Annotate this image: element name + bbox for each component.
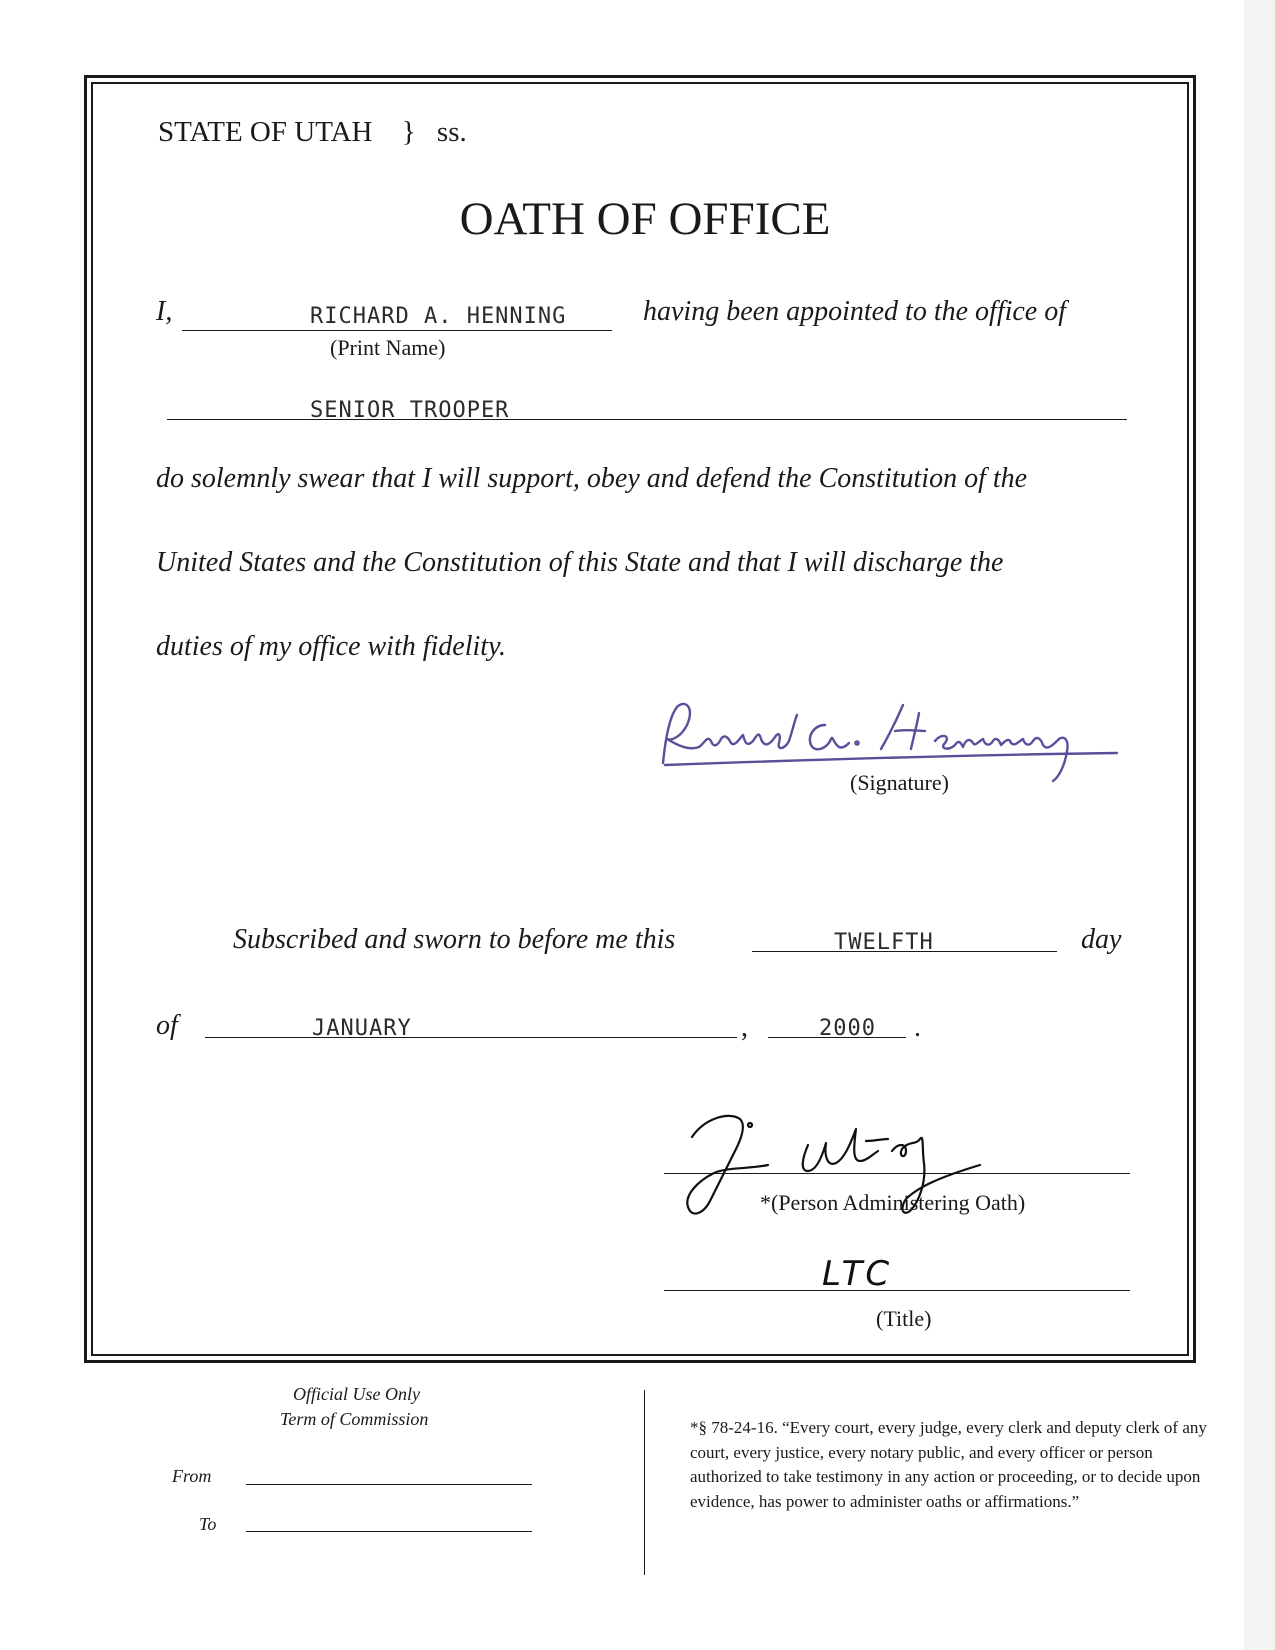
print-name-line: [182, 330, 612, 331]
month-value: JANUARY: [312, 1016, 412, 1041]
office-name: SENIOR TROOPER: [310, 398, 510, 423]
venue-state: STATE OF UTAH: [158, 116, 373, 148]
oath-line-1: do solemnly swear that I will support, obey and defend the Constitution of the: [156, 463, 1028, 494]
date-comma: ,: [741, 1012, 748, 1043]
date-period: .: [914, 1012, 921, 1043]
of-word: of: [156, 1010, 178, 1041]
day-word: day: [1081, 924, 1122, 955]
day-value: TWELFTH: [834, 930, 934, 955]
sworn-text: Subscribed and sworn to before me this: [233, 924, 676, 955]
print-name-caption: (Print Name): [330, 335, 446, 360]
appointed-text: having been appointed to the office of: [643, 296, 1067, 327]
footer-divider: [644, 1390, 645, 1575]
from-label: From: [172, 1466, 212, 1486]
venue-ss: ss.: [436, 116, 467, 148]
official-use-heading: Official Use Only: [293, 1384, 420, 1404]
to-field-line: [246, 1531, 532, 1532]
document-title: OATH OF OFFICE: [459, 193, 831, 245]
official-use-subheading: Term of Commission: [280, 1409, 429, 1429]
title-caption: (Title): [876, 1306, 932, 1331]
month-line: [205, 1037, 737, 1038]
oath-pronoun: I,: [156, 296, 173, 327]
venue-brace: }: [401, 116, 416, 148]
printed-name: RICHARD A. HENNING: [310, 304, 567, 329]
title-value: LTC: [822, 1254, 893, 1294]
to-label: To: [199, 1514, 217, 1534]
signature-caption: (Signature): [850, 770, 949, 795]
administrator-caption: *(Person Administering Oath): [760, 1190, 1026, 1215]
title-line: [664, 1290, 1130, 1291]
statute-footnote: *§ 78-24-16. “Every court, every judge, every clerk and deputy clerk of any court, every justice, every notary public, and every officer or person authorized to take testimony in any action or proceeding, or to decide upon evidence, has power to administer oaths or affirmations.”: [690, 1418, 1207, 1511]
page-edge-shadow: [1244, 0, 1275, 1650]
venue-line: [158, 116, 467, 149]
oath-line-2: United States and the Constitution of this State and that I will discharge the: [156, 547, 1004, 578]
year-value: 2000: [819, 1016, 876, 1041]
oath-line-3: duties of my office with fidelity.: [156, 631, 506, 662]
from-field-line: [246, 1484, 532, 1485]
